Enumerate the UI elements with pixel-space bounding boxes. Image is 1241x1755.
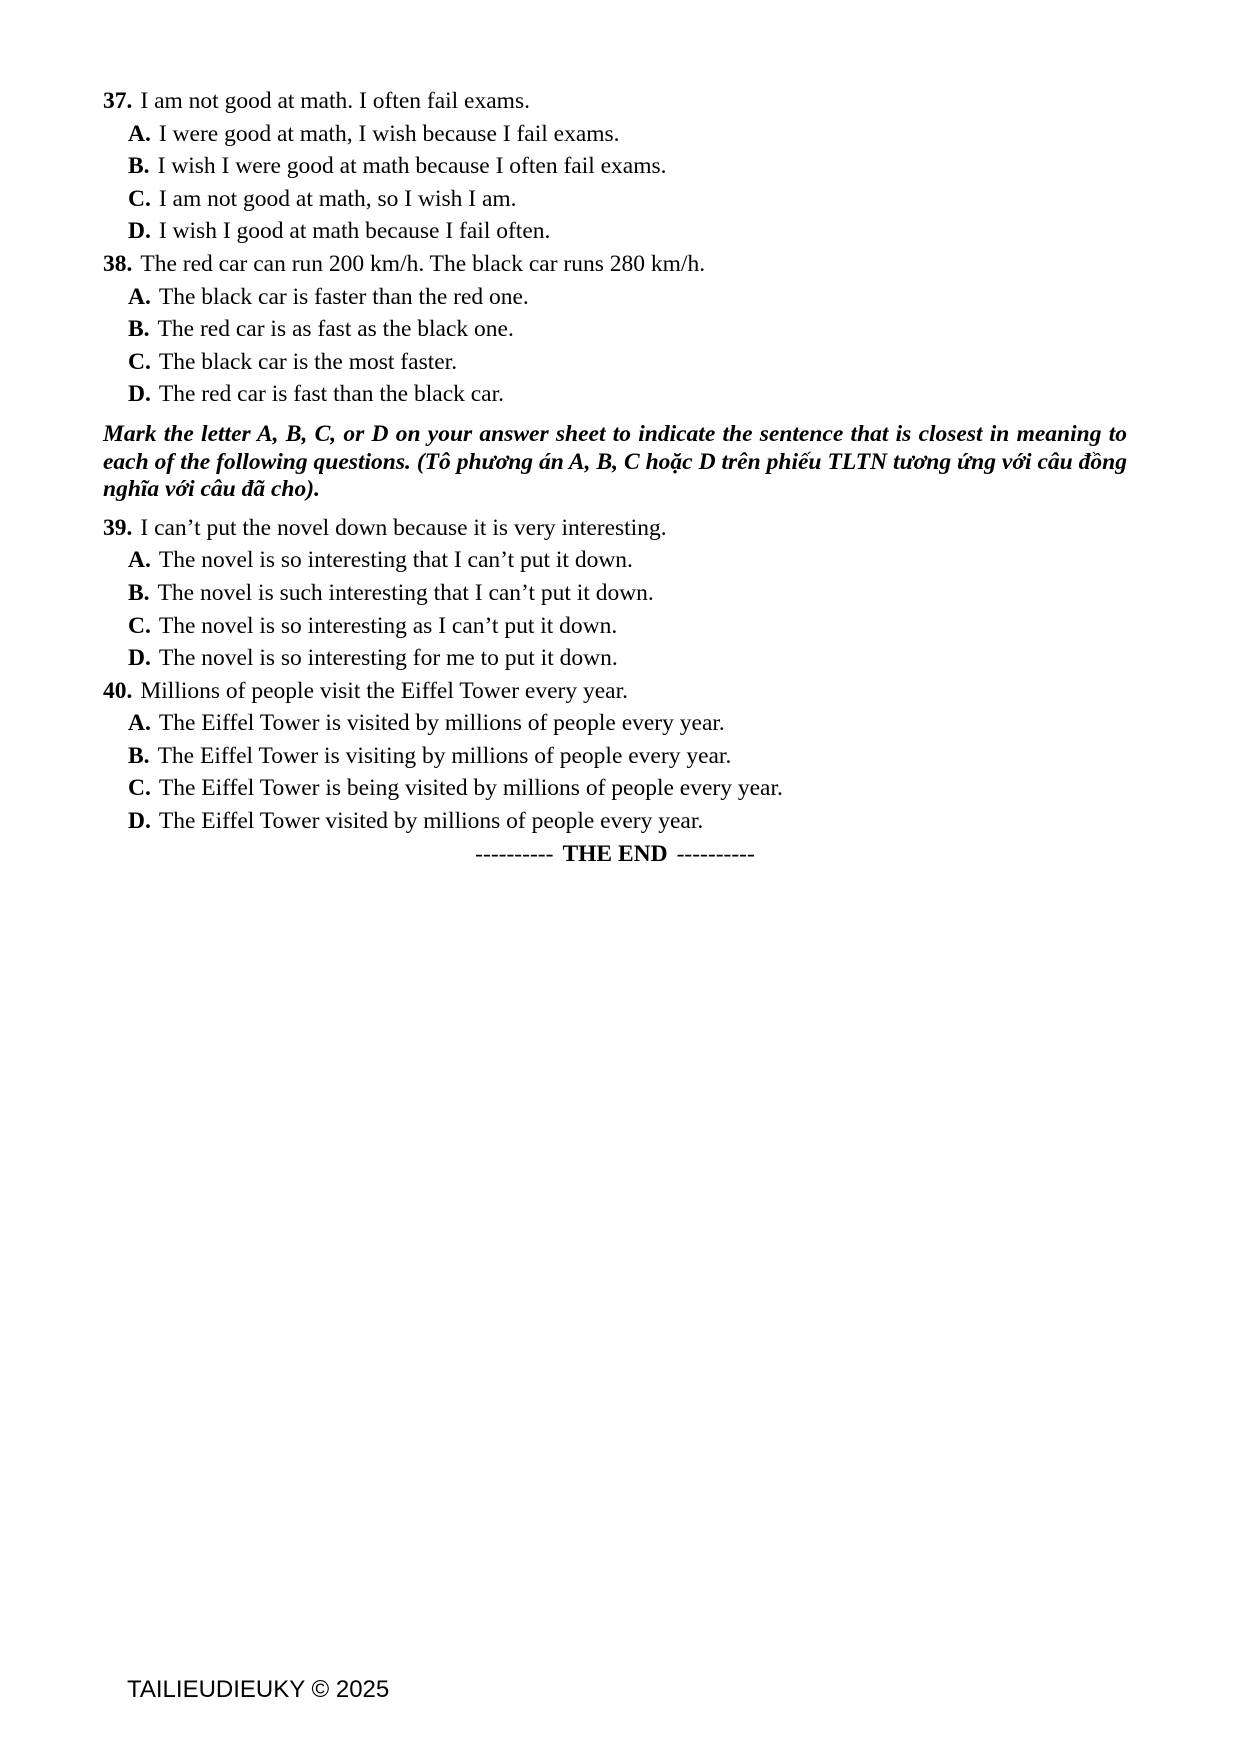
option-b xyxy=(128,313,1127,346)
option-letter: C. xyxy=(128,348,151,375)
question-stem xyxy=(103,675,1127,708)
option-a xyxy=(128,544,1127,577)
question-stem-text: The red car can run 200 km/h. The black car runs 280 km/h. xyxy=(140,250,706,277)
option-text: The Eiffel Tower is being visited by millions of people every year. xyxy=(158,775,783,802)
option-d xyxy=(128,805,1127,838)
option-letter: A. xyxy=(128,710,151,737)
option-text: The novel is so interesting as I can’t put it down. xyxy=(158,612,618,639)
option-letter: C. xyxy=(128,185,151,212)
option-letter: D. xyxy=(128,381,151,408)
option-text: The novel is so interesting that I can’t put it down. xyxy=(158,547,633,574)
option-d xyxy=(128,642,1127,675)
question-stem xyxy=(103,248,1127,281)
footer-credit: TAILIEUDIEUKY © 2025 xyxy=(127,1676,390,1703)
option-text: The Eiffel Tower is visiting by millions of people every year. xyxy=(157,742,732,769)
end-dashes-left: ---------- xyxy=(475,840,554,867)
option-d xyxy=(128,215,1127,248)
question-40 xyxy=(103,675,1127,838)
option-letter: D. xyxy=(128,808,151,835)
option-a xyxy=(128,707,1127,740)
option-b xyxy=(128,740,1127,773)
question-38 xyxy=(103,248,1127,411)
option-text: The novel is so interesting for me to put it down. xyxy=(158,645,618,672)
option-letter: C. xyxy=(128,775,151,802)
section-instruction: Mark the letter A, B, C, or D on your answer sheet to indicate the sentence that is closest in meaning to each of the following questions. (Tô phương án A, B, C hoặc D trên phiếu TLTN tương ứng với câu đồng nghĩa với câu đã cho). xyxy=(103,420,1127,503)
exam-page xyxy=(103,85,1127,871)
question-number: 39. xyxy=(103,514,133,541)
question-number: 40. xyxy=(103,677,133,704)
option-letter: B. xyxy=(128,579,150,606)
option-text: The black car is the most faster. xyxy=(158,348,458,375)
end-label: THE END xyxy=(562,840,668,867)
question-stem xyxy=(103,85,1127,118)
option-letter: C. xyxy=(128,612,151,639)
end-dashes-right: ---------- xyxy=(676,840,755,867)
question-stem-text: Millions of people visit the Eiffel Tower every year. xyxy=(140,677,628,704)
option-letter: B. xyxy=(128,316,150,343)
option-b xyxy=(128,577,1127,610)
option-c xyxy=(128,610,1127,643)
option-text: The Eiffel Tower is visited by millions of people every year. xyxy=(158,710,725,737)
option-letter: A. xyxy=(128,120,151,147)
option-letter: B. xyxy=(128,742,150,769)
option-text: The Eiffel Tower visited by millions of people every year. xyxy=(158,808,704,835)
question-stem xyxy=(103,512,1127,545)
option-text: The novel is such interesting that I can’t put it down. xyxy=(157,579,654,606)
question-37 xyxy=(103,85,1127,248)
option-text: I am not good at math, so I wish I am. xyxy=(158,185,517,212)
question-stem-text: I can’t put the novel down because it is very interesting. xyxy=(140,514,667,541)
option-d xyxy=(128,378,1127,411)
option-letter: A. xyxy=(128,547,151,574)
option-text: The black car is faster than the red one. xyxy=(158,283,529,310)
option-c xyxy=(128,772,1127,805)
option-letter: B. xyxy=(128,153,150,180)
end-marker xyxy=(103,838,1127,871)
question-stem-text: I am not good at math. I often fail exams. xyxy=(140,88,530,114)
question-39 xyxy=(103,512,1127,675)
option-a xyxy=(128,118,1127,151)
question-number: 38. xyxy=(103,250,133,277)
option-letter: D. xyxy=(128,218,151,245)
option-text: The red car is as fast as the black one. xyxy=(157,316,514,343)
option-text: I wish I were good at math because I often fail exams. xyxy=(157,153,667,180)
option-b xyxy=(128,150,1127,183)
option-c xyxy=(128,346,1127,379)
option-c xyxy=(128,183,1127,216)
option-a xyxy=(128,281,1127,314)
option-letter: A. xyxy=(128,283,151,310)
option-letter: D. xyxy=(128,645,151,672)
option-text: I wish I good at math because I fail often. xyxy=(158,218,551,245)
option-text: The red car is fast than the black car. xyxy=(158,381,505,408)
question-number: 37. xyxy=(103,88,133,114)
option-text: I were good at math, I wish because I fail exams. xyxy=(158,120,620,147)
